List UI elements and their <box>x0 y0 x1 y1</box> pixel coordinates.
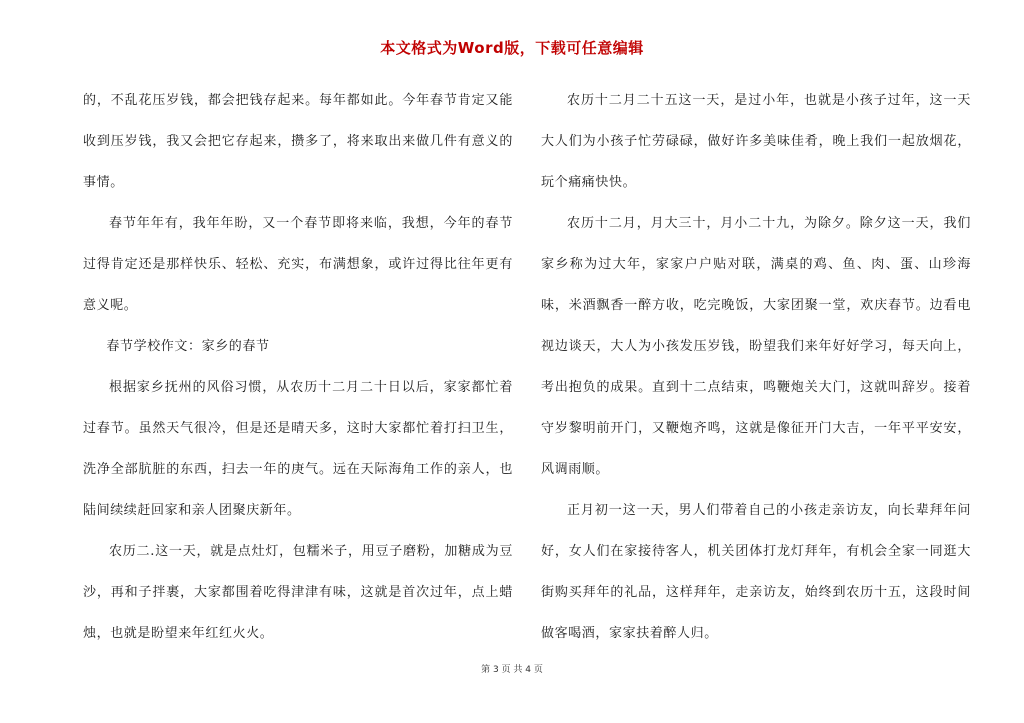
page-number: 第 3 页 共 4 页 <box>481 665 543 675</box>
paragraph: 农历二.这一天，就是点灶灯，包糯米子，用豆子磨粉，加糖成为豆沙，再和子拌裹，大家都围着吃得津津有味，这就是首次过年，点上蜡烛，也就是盼望来年红红火火。 <box>83 544 513 641</box>
paragraph: 农历十二月二十五这一天，是过小年，也就是小孩子过年，这一天大人们为小孩子忙劳碌碌，做好许多美味佳肴，晚上我们一起放烟花，玩个痛痛快快。 <box>541 93 971 190</box>
section-title: 春节学校作文：家乡的春节 <box>106 339 270 354</box>
left-column <box>83 80 513 654</box>
document-header: 本文格式为Word版，下载可任意编辑 <box>380 39 644 57</box>
right-column <box>541 80 971 654</box>
paragraph: 正月初一这一天，男人们带着自己的小孩走亲访友，向长辈拜年问好，女人们在家接待客人，机关团体打龙灯拜年，有机会全家一同逛大街购买拜年的礼品，这样拜年，走亲访友，始终到农历十五，这段时间做客喝酒，家家扶着醉人归。 <box>541 503 971 641</box>
paragraph: 农历十二月，月大三十，月小二十九，为除夕。除夕这一天，我们家乡称为过大年，家家户户贴对联，满桌的鸡、鱼、肉、蛋、山珍海味，米酒飘香一醉方收，吃完晚饭，大家团聚一堂，欢庆春节。边看电视边谈天，大人为小孩发压岁钱，盼望我们来年好好学习，每天向上，考出抱负的成果。直到十二点结束，鸣鞭炮关大门，这就叫辞岁。接着守岁黎明前开门，又鞭炮齐鸣，这就是像征开门大吉，一年平平安安，风调雨顺。 <box>541 216 971 477</box>
paragraph: 的，不乱花压岁钱，都会把钱存起来。每年都如此。今年春节肯定又能收到压岁钱，我又会把它存起来，攒多了，将来取出来做几件有意义的事情。 <box>83 93 513 190</box>
paragraph: 根据家乡抚州的风俗习惯，从农历十二月二十日以后，家家都忙着过春节。虽然天气很冷，但是还是晴天多，这时大家都忙着打扫卫生，洗净全部肮脏的东西，扫去一年的庚气。远在天际海角工作的亲人，也陆间续续赶回家和亲人团聚庆新年。 <box>83 380 513 518</box>
paragraph: 春节年年有，我年年盼，又一个春节即将来临，我想，今年的春节过得肯定还是那样快乐、轻松、充实，布满想象，或许过得比往年更有意义呢。 <box>83 216 513 313</box>
